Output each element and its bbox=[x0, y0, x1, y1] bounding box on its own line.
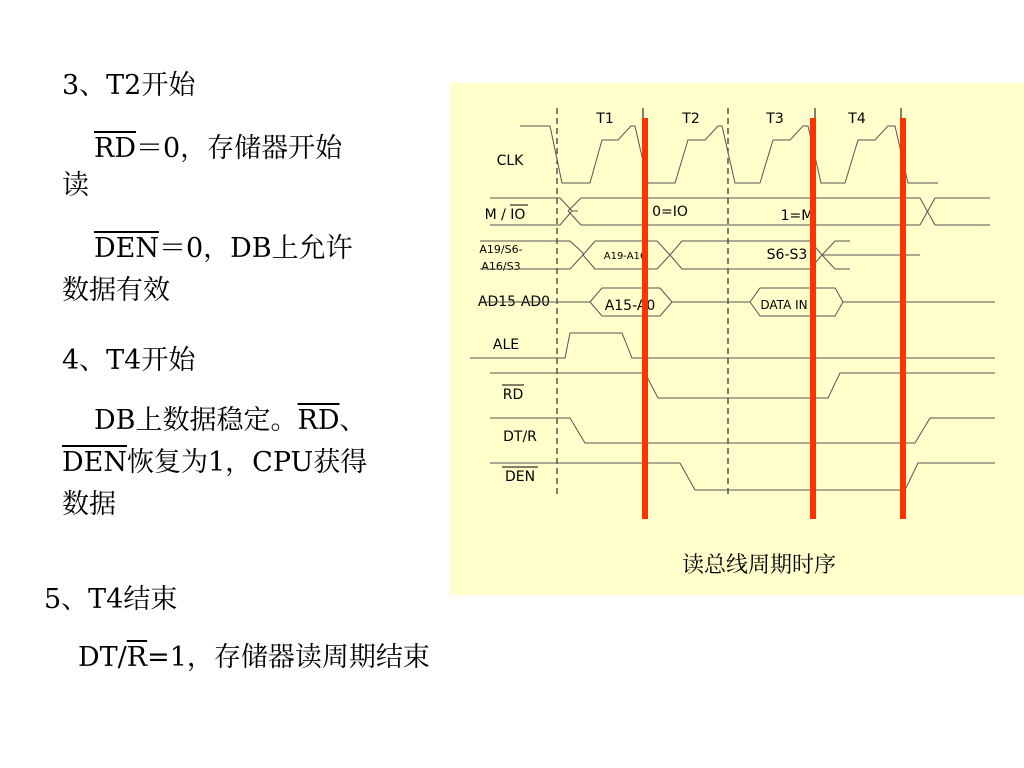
dtr-r-label: $\overline{R}$ bbox=[126, 642, 148, 673]
step5-heading: 5、T4结束 bbox=[44, 584, 178, 615]
timing-diagram-panel bbox=[450, 83, 1024, 595]
rd-signal-label: $\overline{RD}$ bbox=[94, 133, 136, 164]
den-line bbox=[94, 233, 353, 265]
signal-rd-label: RD bbox=[502, 387, 524, 403]
signal-clk-label: CLK bbox=[496, 153, 524, 169]
signal-mio-label: M / IO bbox=[484, 207, 526, 223]
waveform-rd bbox=[490, 373, 995, 398]
waveform-mio-bottom bbox=[568, 198, 990, 225]
den-description: ＝0，DB上允许 bbox=[158, 233, 353, 264]
den-restore-text: 恢复为1，CPU获得 bbox=[126, 447, 368, 478]
state-t2: T2 bbox=[682, 111, 700, 127]
state-markers bbox=[645, 118, 903, 519]
timing-diagram bbox=[450, 83, 1024, 595]
signal-ad-label: AD15-AD0 bbox=[477, 294, 551, 310]
db-stable-line bbox=[94, 405, 366, 437]
waveform-den bbox=[490, 463, 995, 490]
bus-value-status: S6-S3 bbox=[766, 247, 808, 263]
rd-separator: 、 bbox=[339, 405, 367, 436]
den-signal-label: $\overline{DEN}$ bbox=[94, 233, 159, 264]
signal-a19s6-label: A19/S6- bbox=[479, 243, 523, 256]
rd-description: ＝0，存储器开始 bbox=[135, 133, 343, 164]
dtr-description: =1，存储器读周期结束 bbox=[147, 642, 430, 673]
den-restore-cont: 数据 bbox=[62, 489, 116, 520]
bus-value-mio-io: 0=IO bbox=[652, 204, 688, 220]
signal-ale-label: ALE bbox=[492, 337, 520, 353]
den-description-cont: 数据有效 bbox=[62, 275, 170, 306]
signal-a16s3-label: A16/S3 bbox=[481, 260, 521, 273]
state-t3: T3 bbox=[766, 111, 784, 127]
rd-line bbox=[94, 133, 342, 165]
dtr-line bbox=[78, 642, 430, 674]
bus-value-data-in: DATA IN bbox=[760, 298, 808, 312]
waveform-ale bbox=[470, 333, 995, 358]
step3-heading: 3、T2开始 bbox=[62, 70, 196, 101]
bus-value-addr-low: A15-A0 bbox=[604, 298, 656, 314]
state-t4: T4 bbox=[848, 111, 866, 127]
diagram-caption: 读总线周期时序 bbox=[681, 553, 837, 578]
dtr-prefix: DT/ bbox=[78, 642, 127, 673]
den-signal-label-2: $\overline{DEN}$ bbox=[62, 447, 127, 478]
signal-dtr-label: DT/R bbox=[503, 429, 537, 445]
waveform-mio-top bbox=[568, 198, 990, 225]
rd-signal-label-2: $\overline{RD}$ bbox=[297, 405, 340, 436]
step4-heading: 4、T4开始 bbox=[62, 345, 196, 376]
rd-description-cont: 读 bbox=[62, 170, 89, 201]
bus-value-addr-high: A19-A16 bbox=[603, 251, 647, 262]
waveform-clk bbox=[520, 126, 938, 183]
waveform-dtr bbox=[490, 418, 995, 443]
bus-value-mio-m: 1=M bbox=[780, 208, 814, 224]
signal-den-label: DEN bbox=[504, 469, 536, 485]
den-restore-line bbox=[62, 447, 367, 479]
db-stable-text: DB上数据稳定。 bbox=[94, 405, 298, 436]
state-t1: T1 bbox=[596, 111, 614, 127]
